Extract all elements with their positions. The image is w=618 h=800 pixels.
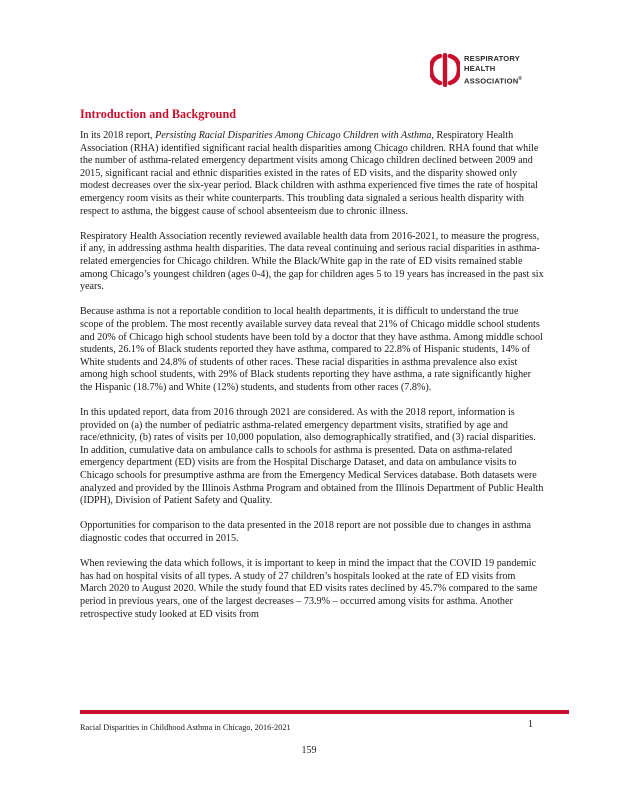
paragraph-2: Respiratory Health Association recently reviewed available health data from 2016-2021, to measure the progress, if any, in addressing asthma health disparities. The data reveal continuing and serious racial disparities in asthma-related emergencies for Chicago children. While the Black/White gap in the rate of ED visits remained stable among Chicago’s youngest children (ages 0-4), the gap for children ages 5 to 19 years has increased in the past six years.: [80, 230, 544, 293]
registered-mark: ®: [518, 76, 523, 83]
paragraph-1: [80, 130, 544, 218]
page-number: 159: [301, 745, 317, 756]
logo-line-3: ASSOCIATION: [464, 76, 519, 86]
paragraph-4: In this updated report, data from 2016 through 2021 are considered. As with the 2018 report, information is provided on (a) the number of pediatric asthma-related emergency department visits, stratified by age and race/ethnicity, (b) rates of visits per 10,000 population, also demographically stratified, and (3) racial disparities. In addition, cumulative data on ambulance calls to schools for asthma is presented. Data on asthma-related emergency department (ED) visits are from the Hospital Discharge Dataset, and data on ambulance visits to Chicago schools for presumptive asthma are from the Emergency Medical Services database. Both datasets were analyzed and provided by the Illinois Asthma Program and obtained from the Illinois Department of Public Health (IDPH), Division of Patient Safety and Quality.: [80, 407, 544, 507]
paragraph-1-start: In its 2018 report,: [80, 130, 156, 141]
rha-logo: [430, 52, 550, 94]
paragraph-3: Because asthma is not a reportable condition to local health departments, it is difficult to understand the true scope of the problem. The most recently available survey data reveal that 21% of Chicago middle school students and 20% of Chicago high school students have been told by a doctor that they have asthma. Among middle school students, 26.1% of Black students reported they have asthma, compared to 22.8% of Hispanic students, 14% of White students and 24.8% of students of other races. These racial disparities in asthma prevalence also exist among high school students, with 29% of Black students reporting they have asthma, a rate significantly higher the Hispanic (18.7%) and White (12%) students, and students from other races (7.8%).: [80, 306, 543, 393]
section-title: Introduction and Background: [80, 107, 237, 121]
footer-document-title: Racial Disparities in Childhood Asthma in Chicago, 2016-2021: [80, 723, 291, 732]
paragraph-6: When reviewing the data which follows, it is important to keep in mind the impact that the COVID 19 pandemic has had on hospital visits of all types. A study of 27 children’s hospitals looked at the rate of ED visits from March 2020 to August 2020. While the study found that ED visits rates declined by 45.7% compared to the same period in previous years, one of the largest decreases – 73.9% – occurred among visits for asthma. Another retrospective study looked at ED visits from: [80, 558, 538, 620]
paragraph-5: Opportunities for comparison to the data presented in the 2018 report are not possible due to changes in asthma diagnostic codes that occurred in 2015.: [80, 520, 532, 544]
body-text: [80, 130, 544, 634]
logo-line-2: HEALTH: [464, 64, 496, 74]
logo-line-1: RESPIRATORY: [464, 54, 521, 63]
paragraph-1-rest: , Respiratory Health Association (RHA) identified significant racial health disparities among Chicago children. RHA found that while the number of asthma-related emergency department visits among Chicago children declined between 2009 and 2015, significant racial and ethnic disparities existed in the rates of ED visits, and the disparity showed only modest decreases over the six-year period. Black children with asthma experienced five times the rate of hospital emergency room visits as their white counterparts. This troubling data signaled a serious health disparity with respect to asthma, the biggest cause of school absenteeism due to chronic illness.: [80, 130, 539, 217]
logo-wordmark: [464, 54, 522, 87]
footer-rule: [80, 710, 569, 714]
footer-section-page: 1: [528, 719, 533, 730]
rha-logo-icon: [430, 52, 460, 88]
report-title-citation: Persisting Racial Disparities Among Chicago Children with Asthma: [155, 130, 432, 141]
